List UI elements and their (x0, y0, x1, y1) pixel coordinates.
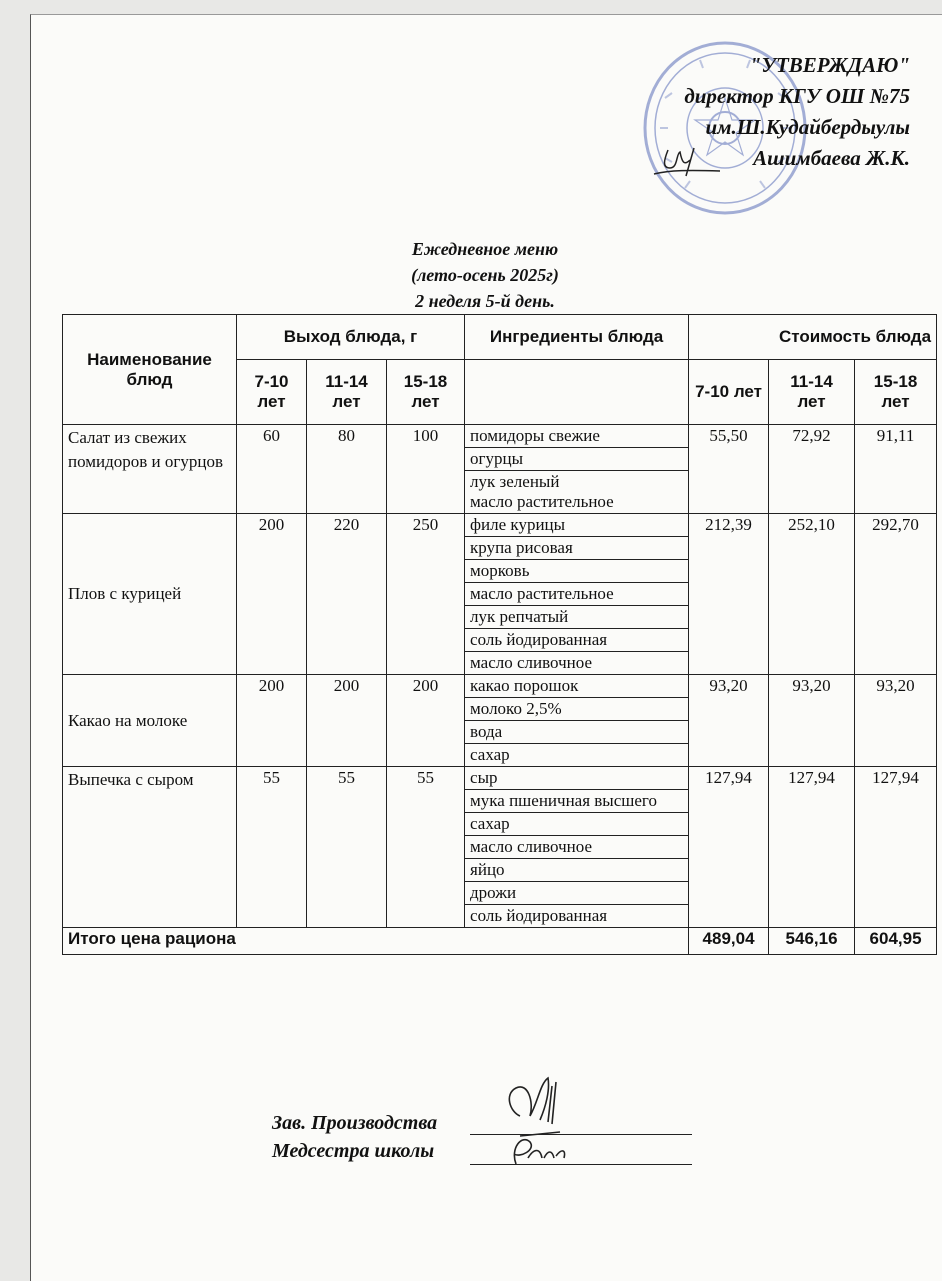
title-line-1: Ежедневное меню (411, 239, 559, 259)
ingredient: лук репчатый (465, 606, 689, 629)
ingredient: яйцо (465, 859, 689, 882)
ingredient: крупа рисовая (465, 537, 689, 560)
dish-cost: 93,20 (689, 675, 769, 767)
dish-cost: 91,11 (855, 425, 937, 514)
production-head-signature (490, 1072, 580, 1136)
menu-title (300, 236, 670, 314)
dish-name: Выпечка с сыром (63, 767, 237, 928)
nurse-label: Медсестра школы (272, 1140, 435, 1162)
director-signature (650, 140, 730, 180)
dish-yield: 100 (387, 425, 465, 514)
header-ingredients: Ингредиенты блюда (465, 315, 689, 360)
ingredient: сыр (465, 767, 689, 790)
approval-director-name: Ашимбаева Ж.К. (753, 146, 910, 170)
ingredient: какао порошок (465, 675, 689, 698)
dish-yield: 250 (387, 514, 465, 675)
total-cost-7-10: 489,04 (689, 928, 769, 955)
dish-cost: 93,20 (855, 675, 937, 767)
production-head-label: Зав. Производства (272, 1112, 438, 1134)
dish-cost: 93,20 (769, 675, 855, 767)
approval-block (600, 50, 910, 174)
header-yield-age-11-14: 11-14 лет (307, 360, 387, 425)
ingredient: масло сливочное (465, 652, 689, 675)
ingredient-row (63, 514, 937, 537)
approval-school-name: им.Ш.Кудайбердыулы (705, 115, 910, 139)
dish-name: Плов с курицей (63, 514, 237, 675)
header-cost-age-7-10: 7-10 лет (689, 360, 769, 425)
dish-yield: 60 (237, 425, 307, 514)
ingredient: сахар (465, 813, 689, 836)
ingredient: дрожи (465, 882, 689, 905)
header-cost-age-15-18: 15-18 лет (855, 360, 937, 425)
menu-table (62, 314, 937, 955)
menu-body (63, 425, 937, 928)
total-cost-15-18: 604,95 (855, 928, 937, 955)
approval-position: директор КГУ ОШ №75 (684, 84, 910, 108)
nurse-signature (500, 1128, 590, 1170)
header-yield-age-7-10: 7-10 лет (237, 360, 307, 425)
ingredient: вода (465, 721, 689, 744)
dish-cost: 72,92 (769, 425, 855, 514)
title-line-2: (лето-осень 2025г) (411, 265, 559, 285)
dish-yield: 200 (387, 675, 465, 767)
dish-yield: 220 (307, 514, 387, 675)
ingredient: помидоры свежие (465, 425, 689, 448)
ingredient: мука пшеничная высшего (465, 790, 689, 813)
dish-name: Салат из свежих помидоров и огурцов (63, 425, 237, 514)
ingredient: морковь (465, 560, 689, 583)
approval-heading: "УТВЕРЖДАЮ" (749, 53, 910, 77)
dish-yield: 55 (387, 767, 465, 928)
header-cost: Стоимость блюда (689, 315, 937, 360)
dish-yield: 55 (237, 767, 307, 928)
dish-name: Какао на молоке (63, 675, 237, 767)
ingredient-row (63, 767, 937, 790)
dish-cost: 55,50 (689, 425, 769, 514)
dish-yield: 200 (237, 675, 307, 767)
dish-yield: 200 (237, 514, 307, 675)
ingredient-row (63, 675, 937, 698)
dish-yield: 55 (307, 767, 387, 928)
ingredient: огурцы (465, 448, 689, 471)
header-yield: Выход блюда, г (237, 315, 465, 360)
dish-cost: 127,94 (769, 767, 855, 928)
dish-cost: 252,10 (769, 514, 855, 675)
header-dish-name: Наименование блюд (63, 315, 237, 425)
ingredient: сахар (465, 744, 689, 767)
ingredient: соль йодированная (465, 905, 689, 928)
dish-cost: 212,39 (689, 514, 769, 675)
dish-yield: 200 (307, 675, 387, 767)
ingredient: соль йодированная (465, 629, 689, 652)
header-yield-age-15-18: 15-18 лет (387, 360, 465, 425)
ingredient: молоко 2,5% (465, 698, 689, 721)
ingredient: лук зеленый масло растительное (465, 471, 689, 514)
total-cost-11-14: 546,16 (769, 928, 855, 955)
total-label: Итого цена рациона (63, 928, 689, 955)
ingredient: масло растительное (465, 583, 689, 606)
ingredient-row (63, 425, 937, 448)
dish-cost: 292,70 (855, 514, 937, 675)
header-cost-age-11-14: 11-14 лет (769, 360, 855, 425)
ingredient: филе курицы (465, 514, 689, 537)
dish-cost: 127,94 (855, 767, 937, 928)
ingredient: масло сливочное (465, 836, 689, 859)
dish-yield: 80 (307, 425, 387, 514)
dish-cost: 127,94 (689, 767, 769, 928)
title-line-3: 2 неделя 5-й день. (415, 291, 555, 311)
total-row (63, 928, 937, 955)
header-ingredients-empty (465, 360, 689, 425)
